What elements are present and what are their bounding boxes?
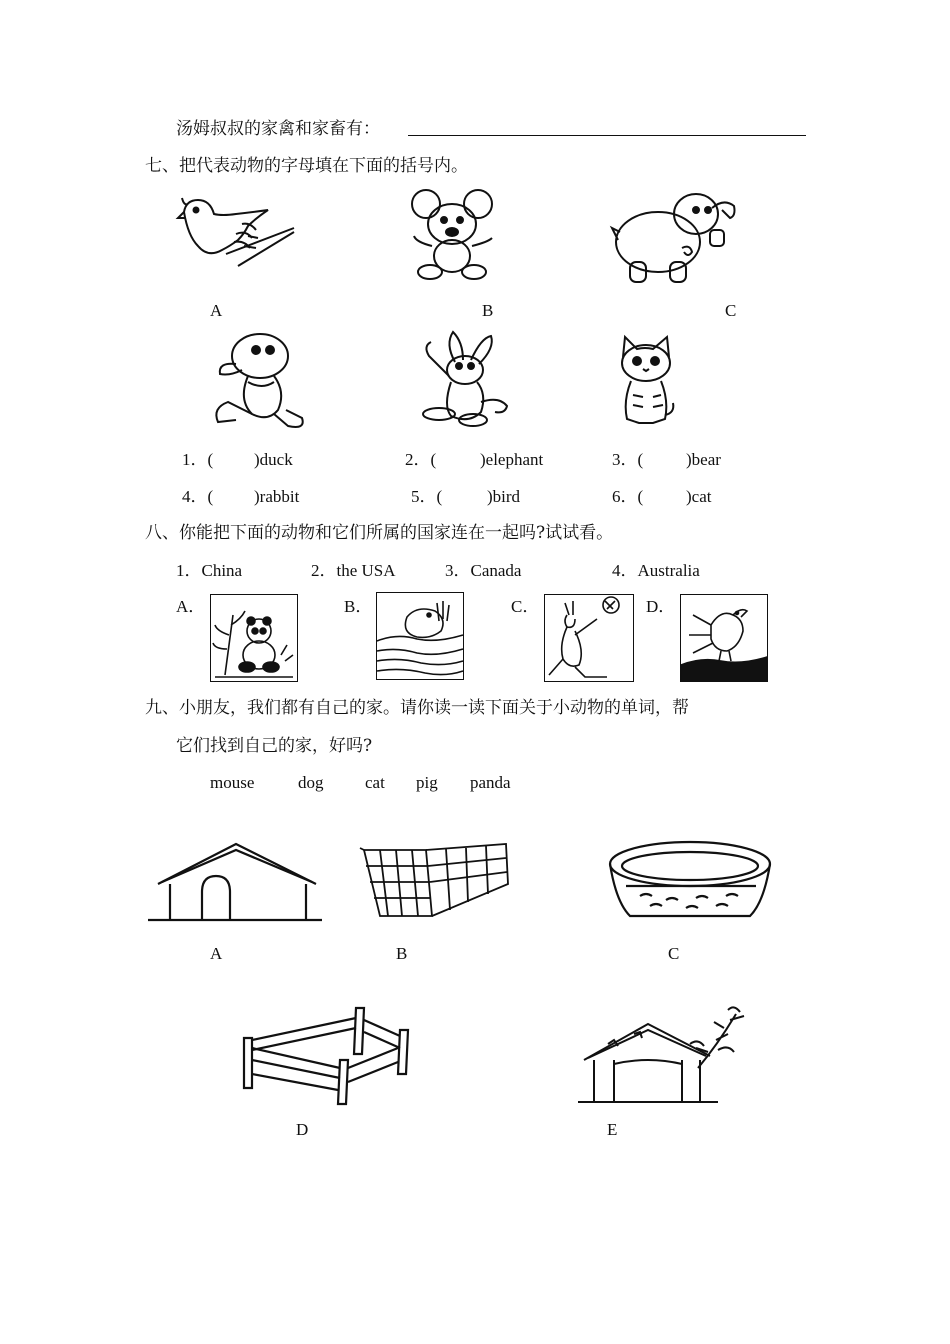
item-5-number: 5．(	[411, 487, 443, 506]
country-usa: 2．the USA	[311, 561, 396, 580]
elephant-icon	[612, 188, 738, 286]
panda-picture	[210, 594, 298, 682]
rabbit-icon	[409, 332, 513, 428]
home-label-a: A	[210, 944, 223, 963]
animal-label-a: A．	[176, 597, 206, 616]
kangaroo-icon	[545, 595, 633, 681]
mouse-cage-icon	[360, 840, 510, 922]
item-2-number: 2．(	[405, 450, 437, 469]
bamboo-hut-icon	[578, 1004, 754, 1106]
word-panda: panda	[470, 773, 511, 792]
cat-basket-icon	[606, 836, 774, 922]
home-label-d: D	[296, 1120, 309, 1139]
item-1-word[interactable]: )duck	[254, 450, 293, 469]
word-cat: cat	[365, 773, 385, 792]
eagle-picture	[680, 594, 768, 682]
bird-icon	[178, 194, 298, 278]
section-7-title: 七、把代表动物的字母填在下面的括号内。	[145, 156, 468, 176]
home-label-b: B	[396, 944, 408, 963]
beaver-icon	[377, 593, 463, 679]
picture-label-b: B	[482, 301, 494, 320]
animal-label-d: D．	[646, 597, 676, 616]
section-9-title: 九、小朋友，我们都有自己的家。请你读一读下面关于小动物的单词，帮	[145, 698, 689, 718]
item-3-word[interactable]: )bear	[686, 450, 721, 469]
item-5-word[interactable]: )bird	[487, 487, 521, 506]
country-canada: 3．Canada	[445, 561, 522, 580]
home-label-e: E	[607, 1120, 618, 1139]
home-label-c: C	[668, 944, 680, 963]
section-9-title-line2: 它们找到自己的家，好吗?	[176, 736, 373, 756]
item-4-word[interactable]: )rabbit	[254, 487, 300, 506]
item-6-word[interactable]: )cat	[686, 487, 712, 506]
beaver-picture	[376, 592, 464, 680]
picture-label-c: C	[725, 301, 737, 320]
country-china: 1．China	[176, 561, 243, 580]
duck-icon	[208, 330, 308, 438]
item-4-number: 4．(	[182, 487, 214, 506]
answer-blank-line[interactable]	[408, 135, 806, 136]
animal-label-c: C．	[511, 597, 540, 616]
item-2-word[interactable]: )elephant	[480, 450, 544, 469]
pig-pen-icon	[240, 1004, 416, 1108]
doghouse-icon	[146, 840, 322, 924]
word-mouse: mouse	[210, 773, 255, 792]
cat-icon	[613, 335, 677, 427]
kangaroo-picture	[544, 594, 634, 682]
section-8-title: 八、你能把下面的动物和它们所属的国家连在一起吗?试试看。	[145, 523, 614, 543]
tom-animals-prompt: 汤姆叔叔的家禽和家畜有：	[176, 119, 380, 139]
country-australia: 4．Australia	[612, 561, 700, 580]
word-dog: dog	[298, 773, 324, 792]
picture-label-a: A	[210, 301, 223, 320]
eagle-icon	[681, 595, 767, 681]
item-1-number: 1．(	[182, 450, 214, 469]
word-pig: pig	[416, 773, 438, 792]
item-6-number: 6．(	[612, 487, 644, 506]
panda-icon	[211, 595, 297, 681]
item-3-number: 3．(	[612, 450, 644, 469]
animal-label-b: B．	[344, 597, 373, 616]
bear-icon	[408, 186, 498, 282]
